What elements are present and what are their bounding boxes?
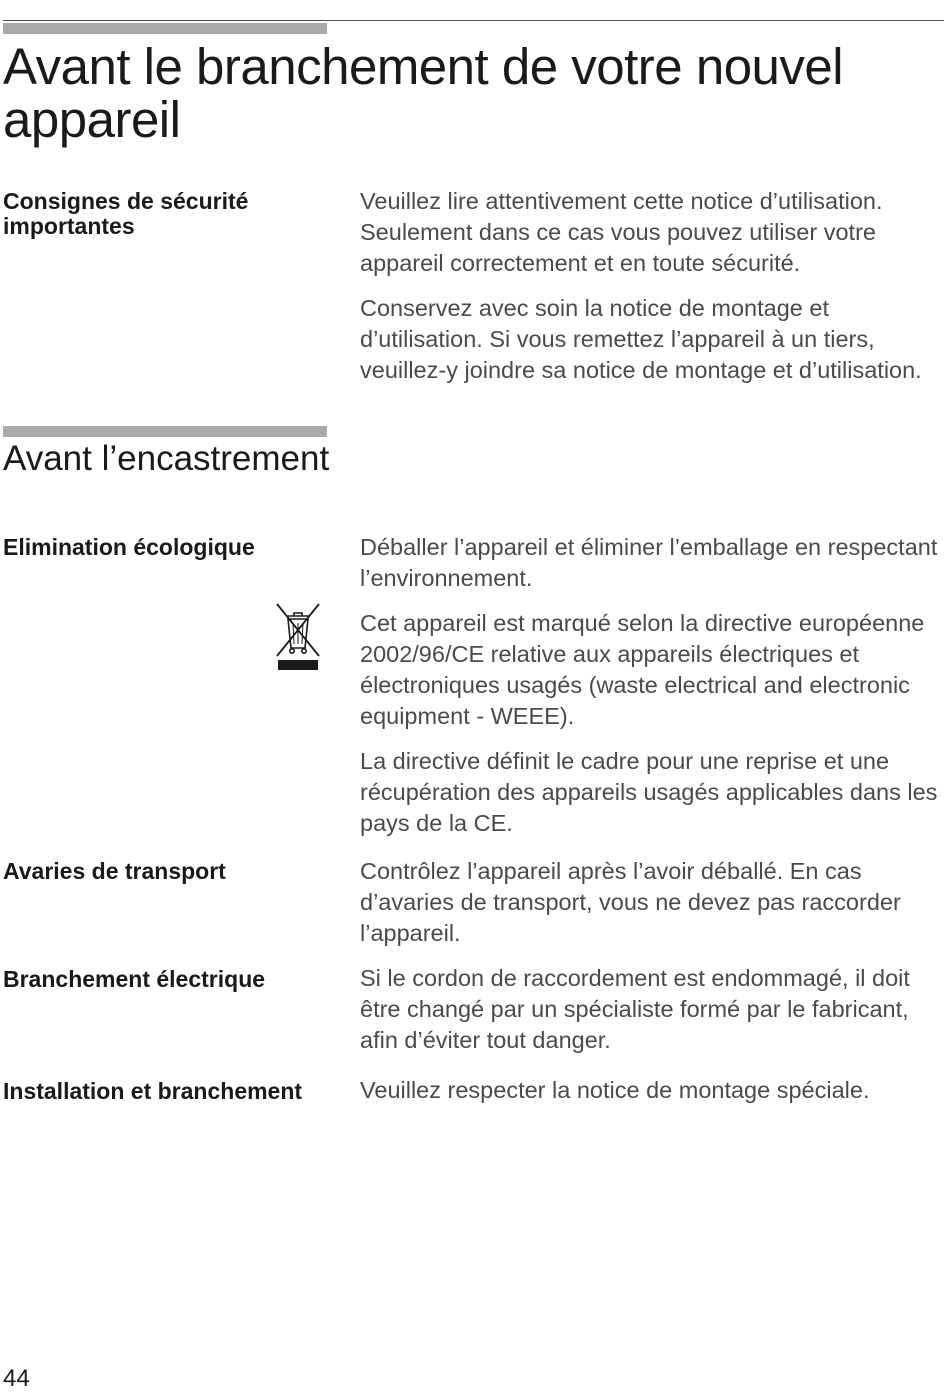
electrical-label: Branchement électrique [3,966,266,992]
safety-text [360,186,948,400]
paragraph: Veuillez respecter la notice de montage spéciale. [360,1077,870,1103]
paragraph: Contrôlez l’appareil après l’avoir déballé. En cas d’avaries de transport, vous ne devez pas raccorder l’appareil. [360,858,901,946]
section-bar [3,23,327,34]
installation-text [360,1075,948,1120]
paragraph: La directive définit le cadre pour une reprise et une récupération des appareils usagés applicables dans les pays de la CE. [360,748,938,836]
installation-label: Installation et branchement [3,1078,303,1104]
weee-crossed-bin-icon [274,602,322,672]
page-number: 44 [3,1365,30,1392]
section-title: Avant l’encastrement [3,439,330,478]
paragraph: Si le cordon de raccordement est endommagé, il doit être changé par un spécialiste formé par le fabricant, afin d’éviter tout danger. [360,965,910,1053]
elimination-label: Elimination écologique [3,534,255,560]
page-title: Avant le branchement de votre nouvel appareil [3,38,844,148]
top-rule [3,20,944,21]
section-bar [3,426,327,437]
transport-text [360,856,948,963]
electrical-text [360,963,948,1070]
elimination-text [360,532,948,853]
transport-label: Avaries de transport [3,858,226,884]
safety-label: Consignes de sécurité importantes [3,188,249,239]
paragraph: Cet appareil est marqué selon la directive européenne 2002/96/CE relative aux appareils électriques et électroniques usagés (waste electrical and electronic equipment - WEEE). [360,610,925,729]
paragraph: Veuillez lire attentivement cette notice d’utilisation. Seulement dans ce cas vous pouvez utiliser votre appareil correctement et en toute sécurité. [360,188,883,276]
paragraph: Conservez avec soin la notice de montage et d’utilisation. Si vous remettez l’appareil à un tiers, veuillez-y joindre sa notice de montage et d’utilisation. [360,295,922,383]
paragraph: Déballer l’appareil et éliminer l’emballage en respectant l’environnement. [360,534,938,591]
